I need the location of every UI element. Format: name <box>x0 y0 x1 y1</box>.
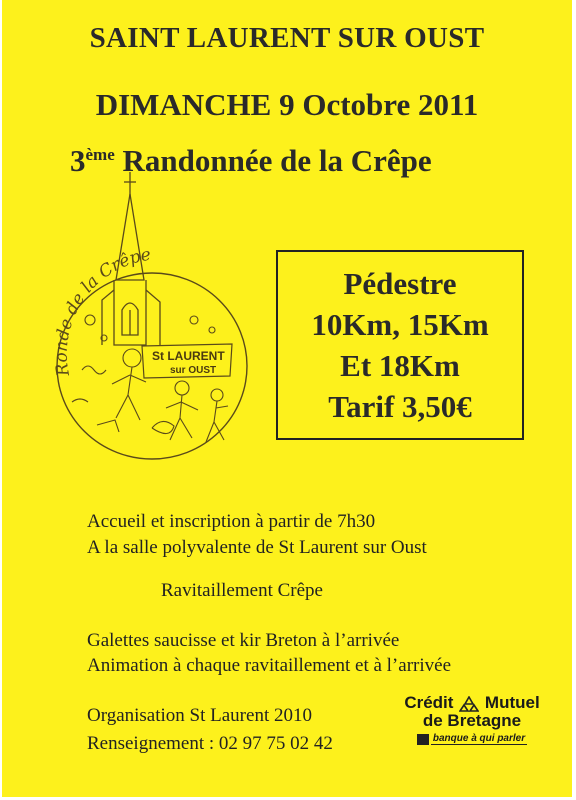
credit-mutuel-logo <box>392 693 552 745</box>
info-salle: A la salle polyvalente de St Laurent sur Oust <box>87 537 427 558</box>
event-name: Randonnée de la Crêpe <box>114 143 432 178</box>
event-edition-suffix: ème <box>85 145 115 164</box>
sponsor-name-part1: Crédit <box>404 693 454 712</box>
info-animation: Animation à chaque ravitaillement et à l’arrivée <box>87 655 451 676</box>
event-edition-number: 3 <box>70 143 86 178</box>
ronde-crepe-logo <box>42 170 262 460</box>
sponsor-tagline: banque à qui parler <box>432 733 526 744</box>
info-accueil: Accueil et inscription à partir de 7h30 <box>87 511 376 532</box>
box-line-distance-18: Et 18Km <box>340 348 460 383</box>
distances-box <box>276 250 524 440</box>
info-ravitaillement: Ravitaillement Crêpe <box>161 580 323 601</box>
badge-line2: sur OUST <box>170 365 217 376</box>
sponsor-name-line1 <box>392 693 552 713</box>
logo-arc-text: Ronde de la Crêpe <box>51 244 153 378</box>
info-galettes: Galettes saucisse et kir Breton à l’arrivée <box>87 630 400 651</box>
info-renseignement: Renseignement : 02 97 75 02 42 <box>87 733 333 754</box>
box-line-pedestre: Pédestre <box>343 266 457 301</box>
sponsor-name-part2: Mutuel <box>484 693 540 712</box>
triangle-arrows-icon <box>459 696 479 712</box>
bank-mini-icon <box>417 734 429 745</box>
info-organisation: Organisation St Laurent 2010 <box>87 705 312 726</box>
walkers-drawing <box>72 315 228 442</box>
badge-line1: St LAURENT <box>152 349 225 363</box>
sponsor-tagline-row <box>392 733 552 745</box>
box-line-tarif: Tarif 3,50€ <box>328 389 472 424</box>
town-title: SAINT LAURENT SUR OUST <box>89 22 485 54</box>
sponsor-name-line2: de Bretagne <box>422 711 522 730</box>
box-line-distances: 10Km, 15Km <box>311 307 489 342</box>
event-date: DIMANCHE 9 Octobre 2011 <box>95 87 479 122</box>
logo-badge <box>142 344 232 378</box>
flyer <box>2 0 572 797</box>
